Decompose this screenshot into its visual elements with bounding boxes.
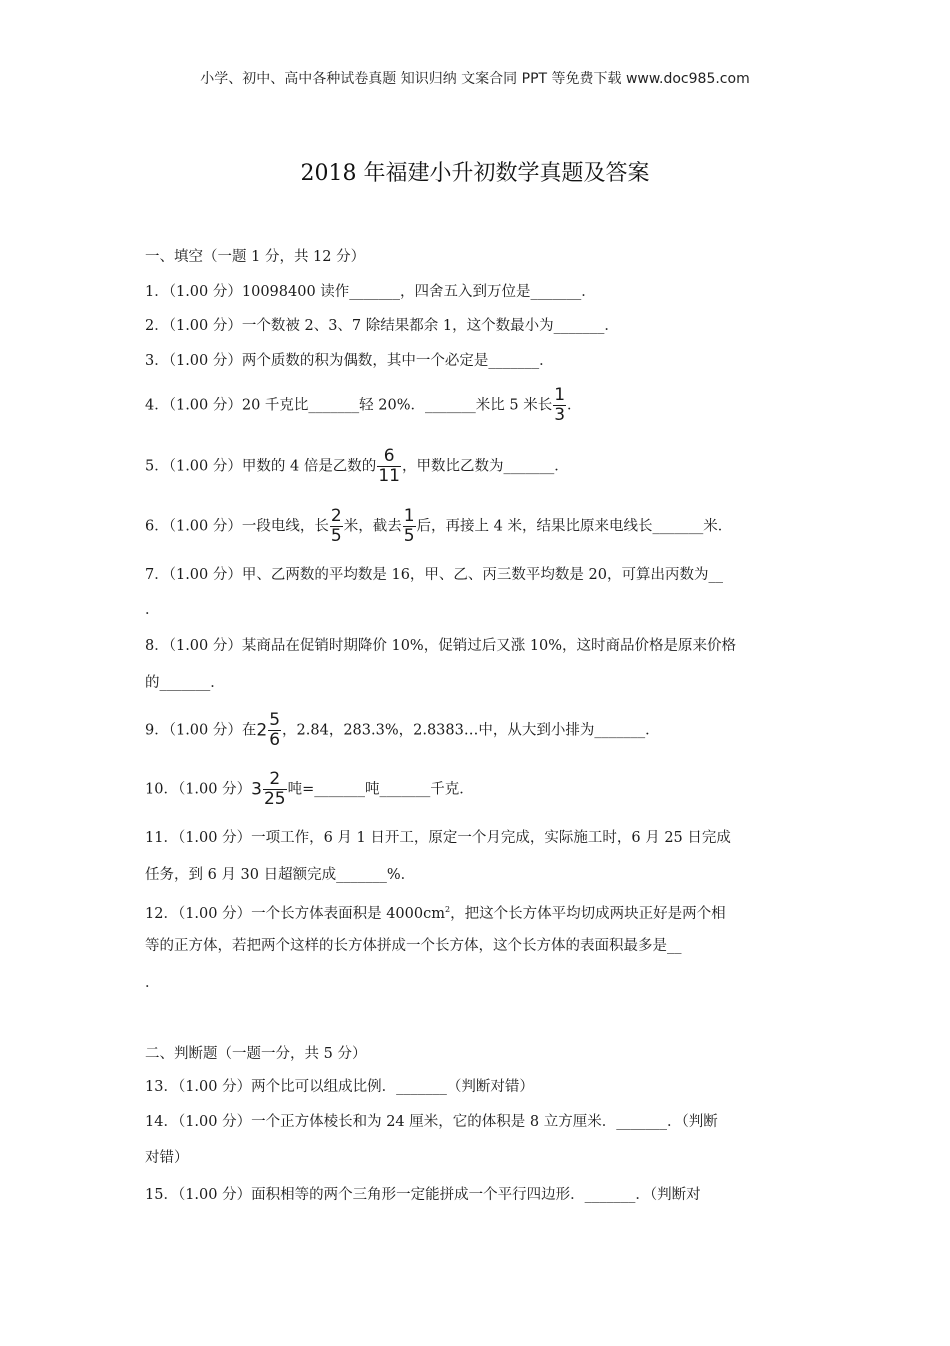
question-11: 11．（1.00 分）一项工作，6 月 1 日开工，原定一个月完成，实际施工时，6 月 25 日完成 bbox=[145, 830, 731, 846]
question-2: 2．（1.00 分）一个数被 2、3、7 除结果都余 1，这个数最小为_______． bbox=[145, 318, 619, 334]
question-11-cont: 任务，到 6 月 30 日超额完成_______%． bbox=[145, 867, 416, 883]
question-5: 5．（1.00 分）甲数的 4 倍是乙数的 $\frac{6}{11}$ ，甲数比乙数为_______． bbox=[145, 446, 569, 486]
question-14: 14．（1.00 分）一个正方体棱长和为 24 厘米，它的体积是 8 立方厘米．_______．（判断 bbox=[145, 1114, 718, 1130]
question-12-cont: 等的正方体，若把两个这样的长方体拼成一个长方体，这个长方体的表面积最多是__ bbox=[145, 938, 682, 954]
question-7-cont: ． bbox=[145, 602, 160, 618]
question-15: 15．（1.00 分）面积相等的两个三角形一定能拼成一个平行四边形．_______．（判断对 bbox=[145, 1187, 701, 1203]
page-title: 2018 年福建小升初数学真题及答案 bbox=[300, 161, 650, 186]
fraction-one-third: $\frac{1}{3}$ bbox=[554, 385, 566, 425]
question-3: 3．（1.00 分）两个质数的积为偶数，其中一个必定是_______． bbox=[145, 353, 554, 369]
question-13: 13．（1.00 分）两个比可以组成比例．_______（判断对错） bbox=[145, 1079, 534, 1095]
section-fill-in-heading: 一、填空（一题 1 分，共 12 分） bbox=[145, 249, 366, 265]
question-4: 4．（1.00 分）20 千克比_______轻 20%．_______米比 5 米长 $\frac{1}{3}$ ． bbox=[145, 385, 582, 425]
question-9-text: 9．（1.00 分）在 bbox=[145, 722, 257, 739]
question-14-cont: 对错） bbox=[145, 1150, 189, 1166]
mixed-number-3-2-25: $\frac{2}{25}$ bbox=[263, 769, 286, 809]
fraction-one-fifth: $\frac{1}{5}$ bbox=[403, 506, 415, 546]
site-header: 小学、初中、高中各种试卷真题 知识归纳 文案合同 PPT 等免费下载 www.doc985.com bbox=[200, 71, 750, 87]
question-1: 1．（1.00 分）10098400 读作_______，四舍五入到万位是_______． bbox=[145, 284, 596, 300]
fraction-two-fifths: $\frac{2}{5}$ bbox=[330, 506, 342, 546]
mixed-number-2-5-6: $\frac{5}{6}$ bbox=[269, 710, 281, 750]
question-9: 9．（1.00 分）在2 $\frac{5}{6}$ ，2.84，283.3%，2.8383…中，从大到小排为_______． bbox=[145, 710, 660, 750]
question-6: 6．（1.00 分）一段电线，长 $\frac{2}{5}$ 米，截去 $\frac{1}{5}$ 后，再接上 4 米，结果比原来电线长_______米． bbox=[145, 506, 733, 546]
question-10: 10．（1.00 分）3 $\frac{2}{25}$ 吨=_______吨_______千克． bbox=[145, 769, 474, 809]
section-true-false-heading: 二、判断题（一题一分，共 5 分） bbox=[145, 1046, 367, 1062]
question-10-text: 10．（1.00 分） bbox=[145, 781, 252, 798]
question-5-text: 5．（1.00 分）甲数的 4 倍是乙数的 bbox=[145, 458, 377, 475]
question-7: 7．（1.00 分）甲、乙两数的平均数是 16，甲、乙、丙三数平均数是 20，可算出丙数为__ bbox=[145, 567, 723, 583]
question-8-cont: 的_______． bbox=[145, 675, 225, 691]
question-6-text: 6．（1.00 分）一段电线，长 bbox=[145, 518, 329, 535]
question-12-cont2: ． bbox=[145, 975, 160, 991]
question-8: 8．（1.00 分）某商品在促销时期降价 10%，促销过后又涨 10%，这时商品价格是原来价格 bbox=[145, 638, 737, 654]
question-12: 12．（1.00 分）一个长方体表面积是 $4000cm^2$，把这个长方体平均切成两块正好是两个相 bbox=[145, 905, 726, 922]
fraction-six-elevenths: $\frac{6}{11}$ bbox=[378, 446, 400, 486]
question-4-text: 4．（1.00 分）20 千克比_______轻 20%．_______米比 5 米长 bbox=[145, 397, 553, 414]
